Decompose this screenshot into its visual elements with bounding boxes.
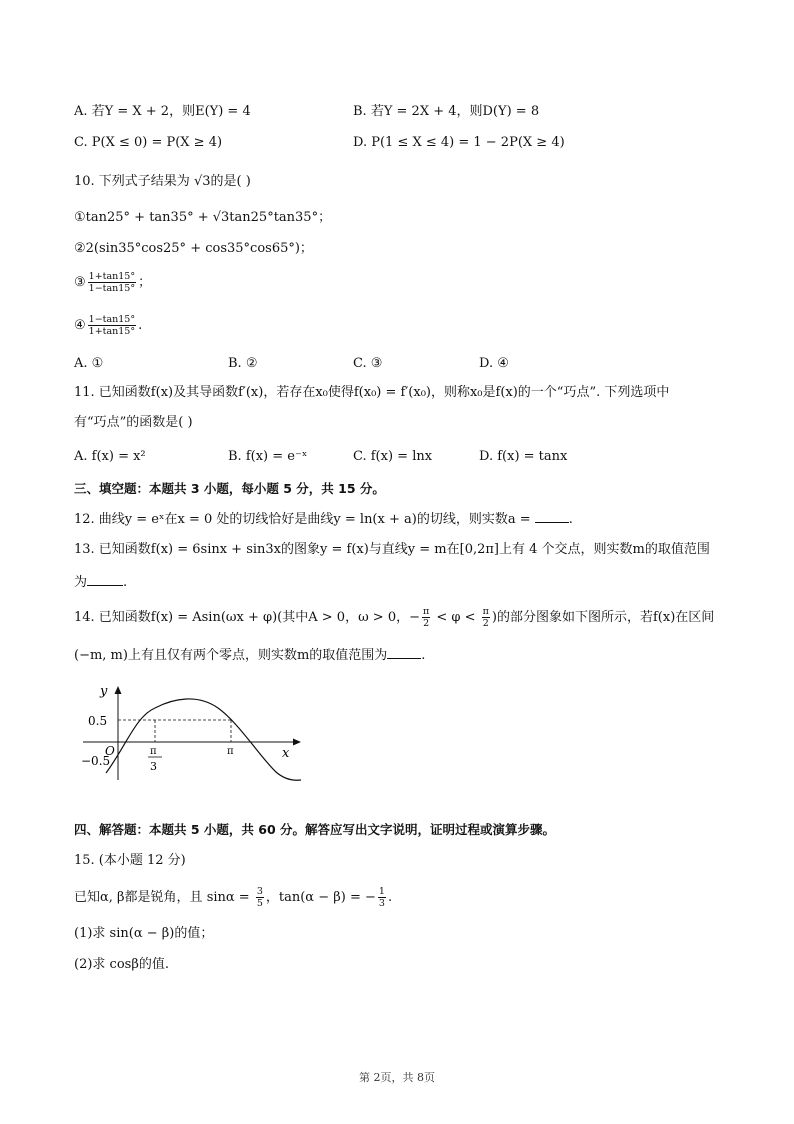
q10-item-3-suffix: ； [138, 275, 152, 290]
q15-part-2: (2)求 cosβ的值. [74, 957, 169, 972]
q12-text: 12. 曲线y = eˣ在x = 0 处的切线恰好是曲线y = ln(x + a)的切线，则实数a = [74, 512, 531, 527]
q12 [74, 510, 573, 529]
y-axis-arrow [115, 686, 122, 694]
q10-item-3 [74, 271, 151, 294]
q9-option-d: D. P(1 ≤ X ≤ 4) = 1 − 2P(X ≥ 4) [353, 135, 565, 150]
q14-line-1-c: )的部分图象如下图所示，若f(x)在区间 [491, 610, 715, 625]
y-tick-positive: 0.5 [88, 714, 108, 728]
tan-fraction [378, 886, 386, 909]
q15-part-1: (1)求 sin(α − β)的值； [74, 926, 214, 941]
q15-header: 15. (本小题 12 分) [74, 853, 186, 868]
x-axis-arrow [293, 739, 301, 746]
q9-option-c: C. P(X ≤ 0) = P(X ≥ 4) [74, 135, 223, 150]
q15-given-c: . [387, 890, 393, 905]
fraction-denominator: 1−tan15° [88, 283, 136, 294]
q10-item-4-prefix: ④ [74, 318, 86, 333]
q13-line-2-text: 为 [74, 575, 88, 590]
x-tick-pi-over-3-num: π [150, 746, 157, 757]
fraction-numerator: π [482, 606, 489, 617]
q11-line-2: 有“巧点”的函数是( ) [74, 415, 193, 430]
q11-option-d: D. f(x) = tanx [479, 449, 568, 464]
y-tick-negative: −0.5 [81, 754, 111, 768]
q10-item-4 [74, 314, 142, 337]
q13-line-1: 13. 已知函数f(x) = 6sinx + sin3x的图象y = f(x)与直线y = m在[0,2π]上有 4 个交点，则实数m的取值范围 [74, 542, 710, 557]
q13-end: . [123, 575, 128, 590]
q10-item-4-suffix: . [138, 318, 143, 333]
q11-option-a: A. f(x) = x² [74, 449, 146, 464]
q14-end: . [421, 648, 426, 663]
q10-item-3-prefix: ③ [74, 275, 86, 290]
q11-option-b: B. f(x) = e⁻ˣ [228, 449, 308, 464]
q14-line-1-b: < φ < [432, 610, 480, 625]
neg-pi-over-2 [422, 606, 430, 629]
answer-blank [387, 646, 421, 659]
pi-over-2 [482, 606, 490, 629]
q15-given-b: ，tan(α − β) = − [265, 890, 376, 905]
origin-label: O [105, 744, 115, 758]
fraction-numerator: 1+tan15° [88, 271, 136, 282]
q10-item-1: ①tan25° + tan35° + √3tan25°tan35°； [74, 210, 332, 225]
q10-option-a: A. ① [74, 356, 104, 371]
q11-line-1: 11. 已知函数f(x)及其导函数f′(x)，若存在x₀使得f(x₀) = f′(x₀)，则称x₀是f(x)的一个“巧点”. 下列选项中 [74, 385, 670, 400]
fraction-numerator: 3 [256, 886, 263, 897]
answer-blank [87, 573, 123, 586]
q10-item-4-fraction [88, 314, 136, 337]
q9-option-b: B. 若Y = 2X + 4，则D(Y) = 8 [353, 104, 540, 119]
fraction-denominator: 3 [378, 898, 385, 909]
q10-item-2: ②2(sin35°cos25° + cos35°cos65°)； [74, 241, 313, 256]
q9-option-a: A. 若Y = X + 2，则E(Y) = 4 [74, 104, 251, 119]
q10-item-3-fraction [88, 271, 136, 294]
x-axis-label: x [282, 746, 290, 761]
q14-line-1 [74, 606, 714, 629]
q14-line-2-text: (−m, m)上有且仅有两个零点，则实数m的取值范围为 [74, 648, 388, 663]
q14-line-2 [74, 646, 425, 665]
q13-line-2 [74, 573, 127, 592]
section-3-heading: 三、填空题：本题共 3 小题，每小题 5 分，共 15 分。 [74, 481, 385, 496]
x-tick-pi-over-3-den: 3 [150, 760, 157, 773]
q12-end: . [568, 512, 573, 527]
q10-option-b: B. ② [228, 356, 258, 371]
q10-option-d: D. ④ [479, 356, 509, 371]
fraction-denominator: 5 [256, 898, 263, 909]
q14-line-1-a: 14. 已知函数f(x) = Asin(ωx + φ)(其中A > 0，ω > 0，− [74, 610, 420, 625]
fraction-denominator: 2 [423, 618, 430, 629]
fraction-numerator: 1 [378, 886, 385, 897]
fraction-numerator: π [423, 606, 430, 617]
sine-curve [106, 699, 301, 780]
q11-option-c: C. f(x) = lnx [353, 449, 433, 464]
answer-blank [535, 510, 569, 523]
q10-stem: 10. 下列式子结果为 √3的是( ) [74, 174, 251, 189]
page-footer: 第 2页，共 8页 [359, 1071, 435, 1084]
q15-given-a: 已知α, β都是锐角，且 sinα = [74, 890, 254, 905]
y-axis-label: y [100, 684, 108, 699]
section-4-heading: 四、解答题：本题共 5 小题，共 60 分。解答应写出文字说明，证明过程或演算步骤。 [74, 822, 556, 837]
fraction-denominator: 1+tan15° [88, 326, 136, 337]
sin-alpha-fraction [256, 886, 264, 909]
sine-graph [78, 680, 313, 785]
fraction-denominator: 2 [482, 618, 489, 629]
q10-option-c: C. ③ [353, 356, 383, 371]
q15-given [74, 886, 392, 909]
fraction-numerator: 1−tan15° [88, 314, 136, 325]
x-tick-pi: π [227, 746, 234, 757]
